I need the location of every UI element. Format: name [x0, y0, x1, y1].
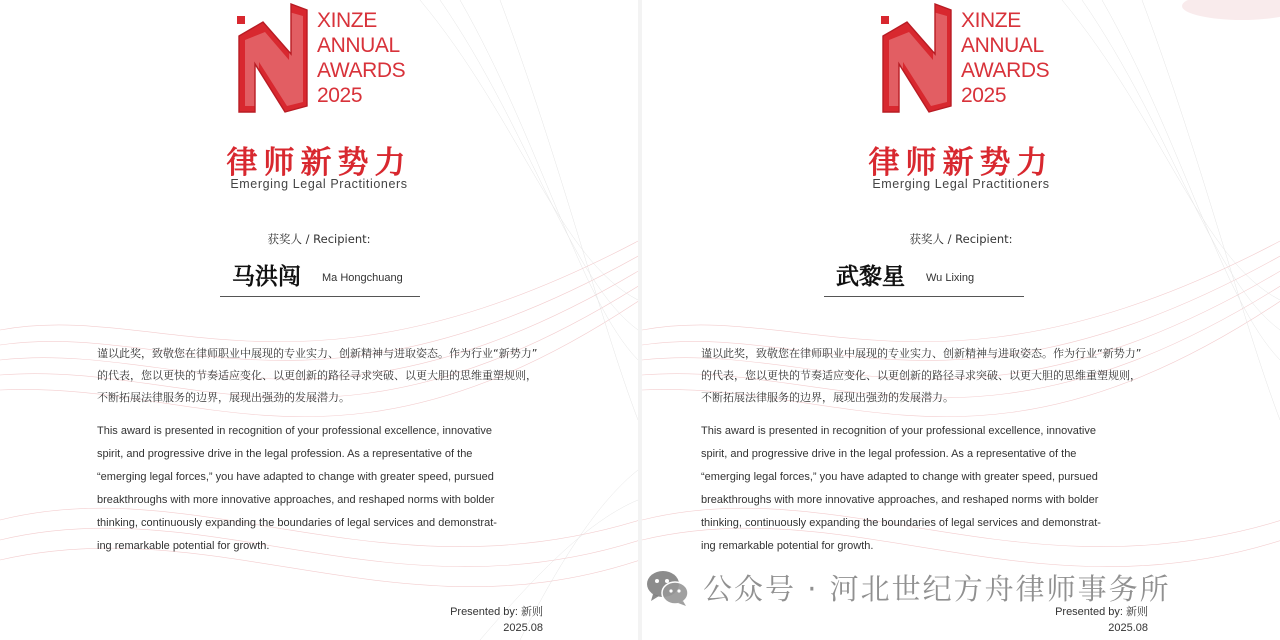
award-date: 2025.08 [1108, 622, 1148, 634]
recipient-label: 获奖人 / Recipient: [909, 232, 1013, 246]
citation-zh-line: 的代表，您以更快的节奏适应变化、以更创新的路径寻求突破、以更大胆的思维重塑规则， [701, 369, 1141, 382]
award-title-zh: 律师新势力 [868, 145, 1054, 181]
logo-line-3: AWARDS [961, 59, 1050, 82]
recipient-name-row [220, 256, 420, 297]
watermark-text: 公众号 · 河北世纪方舟律师事务所 [703, 572, 1171, 606]
logo-line-1: XINZE [317, 9, 377, 32]
n-logo-icon [233, 2, 313, 114]
logo-line-4: 2025 [317, 84, 363, 107]
citation-en-line: spirit, and progressive drive in the legal profession. As a representative of the [97, 448, 473, 460]
recipient-name-en: Wu Lixing [926, 272, 975, 284]
presented-by: Presented by: 新则 [1055, 606, 1148, 618]
citation-zh-line: 谨以此奖，致敬您在律师职业中展现的专业实力、创新精神与进取姿态。作为行业“新势力” [701, 347, 1142, 360]
certificate-left [0, 0, 638, 640]
citation-en [701, 420, 1149, 558]
logo-line-2: ANNUAL [961, 34, 1044, 57]
recipient-name-zh: 马洪闯 [232, 264, 301, 290]
citation-en [97, 420, 545, 558]
citation-en-line: thinking, continuously expanding the boundaries of legal services and demonstrat- [97, 517, 497, 529]
citation-en-line: ing remarkable potential for growth. [97, 540, 270, 552]
logo-line-3: AWARDS [317, 59, 406, 82]
n-logo-icon [877, 2, 957, 114]
xinze-awards-logo [877, 2, 1057, 114]
wechat-official-account-watermark [645, 566, 1245, 610]
citation-zh [701, 343, 1153, 409]
recipient-name-zh: 武黎星 [836, 264, 905, 290]
recipient-name-row [824, 256, 1024, 297]
citation-zh [97, 343, 549, 409]
citation-en-line: thinking, continuously expanding the boundaries of legal services and demonstrat- [701, 517, 1101, 529]
logo-line-1: XINZE [961, 9, 1021, 32]
citation-en-line: “emerging legal forces,” you have adapted to change with greater speed, pursued [97, 471, 494, 483]
wechat-icon [645, 568, 691, 608]
xinze-awards-logo [233, 2, 413, 114]
recipient-name-en: Ma Hongchuang [322, 272, 403, 284]
citation-en-line: ing remarkable potential for growth. [701, 540, 874, 552]
logo-line-4: 2025 [961, 84, 1007, 107]
recipient-label: 获奖人 / Recipient: [267, 232, 371, 246]
award-date: 2025.08 [503, 622, 543, 634]
citation-zh-line: 不断拓展法律服务的边界，展现出强劲的发展潜力。 [701, 391, 954, 404]
citation-zh-line: 谨以此奖，致敬您在律师职业中展现的专业实力、创新精神与进取姿态。作为行业“新势力” [97, 347, 538, 360]
award-title-zh: 律师新势力 [226, 145, 412, 181]
award-title-en: Emerging Legal Practitioners [872, 177, 1050, 191]
certificate-right [642, 0, 1280, 640]
citation-zh-line: 不断拓展法律服务的边界，展现出强劲的发展潜力。 [97, 391, 350, 404]
citation-en-line: This award is presented in recognition of your professional excellence, innovative [701, 425, 1096, 437]
citation-zh-line: 的代表，您以更快的节奏适应变化、以更创新的路径寻求突破、以更大胆的思维重塑规则， [97, 369, 537, 382]
citation-en-line: breakthroughs with more innovative approaches, and reshaped norms with bolder [97, 494, 495, 506]
logo-line-2: ANNUAL [317, 34, 400, 57]
presented-by: Presented by: 新则 [450, 606, 543, 618]
citation-en-line: “emerging legal forces,” you have adapted to change with greater speed, pursued [701, 471, 1098, 483]
citation-en-line: spirit, and progressive drive in the legal profession. As a representative of the [701, 448, 1077, 460]
citation-en-line: This award is presented in recognition of your professional excellence, innovative [97, 425, 492, 437]
presented-by-block [450, 604, 543, 636]
citation-en-line: breakthroughs with more innovative approaches, and reshaped norms with bolder [701, 494, 1099, 506]
award-title-en: Emerging Legal Practitioners [230, 177, 408, 191]
